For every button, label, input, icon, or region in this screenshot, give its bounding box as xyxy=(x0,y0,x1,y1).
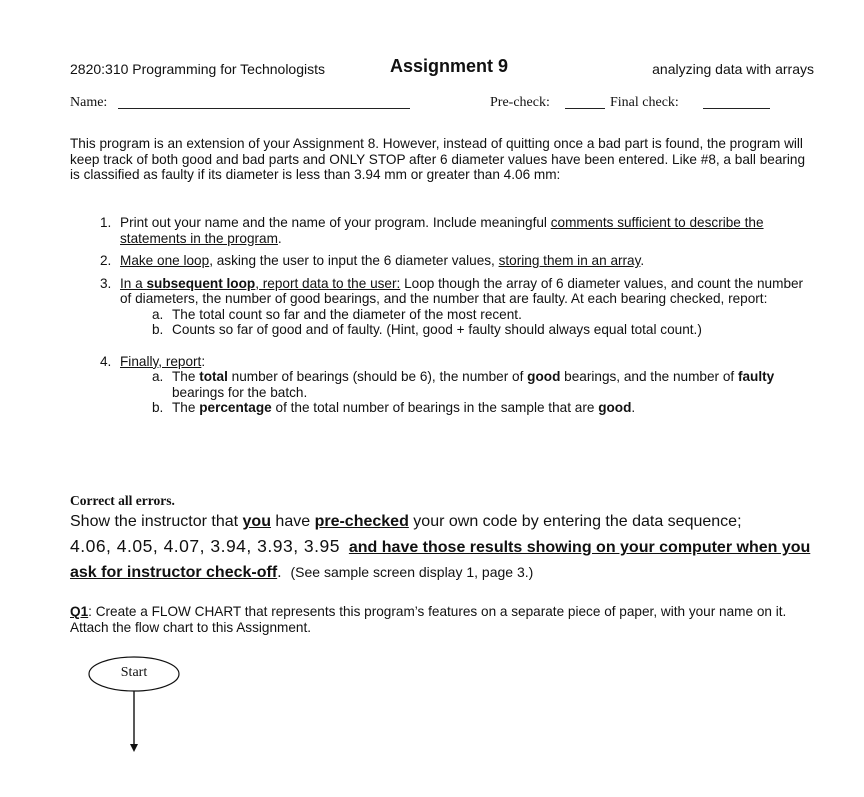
instructions-list xyxy=(70,215,810,416)
data-sequence: 4.06, 4.05, 4.07, 3.94, 3.93, 3.95 xyxy=(70,536,340,556)
sub-item xyxy=(70,369,810,400)
item-text: , asking the user to input the 6 diameter values, xyxy=(209,253,499,268)
sub-item-text: bearings, and the number of xyxy=(560,369,738,384)
list-item xyxy=(70,276,810,307)
item-number: 4. xyxy=(100,353,112,369)
bold-faulty: faulty xyxy=(737,369,775,384)
sub-item-text: The total count so far and the diameter of the most recent. xyxy=(172,306,522,322)
show-text: your own code by entering the data sequence; xyxy=(408,513,742,530)
item-bold-underlined-text: subsequent loop xyxy=(146,275,256,291)
item-number: 3. xyxy=(100,275,112,291)
item-text: Loop though the array of 6 diameter values, and count the number of diameters, the number of good bearings, and the number that are faulty. At each bearing checked, report: xyxy=(120,275,804,306)
sub-item-text: bearings for the batch. xyxy=(172,384,308,400)
question-1 xyxy=(70,604,810,635)
header xyxy=(70,56,814,80)
precheck-label: Pre-check: xyxy=(490,95,550,110)
sub-item-letter: a. xyxy=(152,306,164,322)
item-text: . xyxy=(277,230,282,246)
bold-percentage: percentage xyxy=(199,400,272,415)
item-text: . xyxy=(640,253,645,268)
show-text: have xyxy=(270,513,315,530)
bold-good: good xyxy=(527,369,561,384)
bold-total: total xyxy=(199,369,228,384)
name-label: Name: xyxy=(70,95,108,110)
sub-item-text: of the total number of bearings in the sample that are xyxy=(271,400,599,415)
intro-paragraph: This program is an extension of your Assignment 8. However, instead of quitting once a bad part is found, the program will keep track of both good and bad parts and ONLY STOP after 6 diameter values have been entered. Like #8, a ball bearing is classified as faulty if its diameter is less than 3.94 mm or greater than 4.06 mm: xyxy=(70,136,806,182)
item-text: Print out your name and the name of your program. Include meaningful xyxy=(120,215,551,230)
name-row xyxy=(70,95,814,115)
flow-arrow-head xyxy=(130,744,138,752)
bold-good: good xyxy=(598,400,632,415)
show-instructor-paragraph xyxy=(70,510,830,585)
correct-errors-heading: Correct all errors. xyxy=(70,493,175,508)
item-underlined-text: , report data to the user: xyxy=(255,275,401,291)
sub-item-text: . xyxy=(631,400,636,415)
flowchart-example xyxy=(88,654,188,764)
item-underlined-text: comments sufficient to describe the statements in the program xyxy=(120,215,764,246)
assignment-topic: analyzing data with arrays xyxy=(652,61,814,77)
emphasis-you: you xyxy=(242,513,271,530)
sub-item-text: The xyxy=(172,369,200,384)
list-item xyxy=(70,253,810,269)
sample-screen-note: (See sample screen display 1, page 3.) xyxy=(290,564,534,580)
item-underlined-text: In a xyxy=(120,275,147,291)
show-text: . xyxy=(277,564,282,581)
assignment-title: Assignment 9 xyxy=(390,56,509,76)
list-item xyxy=(70,354,810,370)
sub-item-text: number of bearings (should be 6), the number of xyxy=(227,369,528,384)
sub-item-letter: b. xyxy=(152,400,164,415)
item-underlined-text: Finally, report xyxy=(120,353,202,369)
name-blank-line xyxy=(118,108,410,109)
sub-item xyxy=(70,322,810,338)
item-underlined-text: storing them in an array xyxy=(498,253,641,268)
sub-item xyxy=(70,400,810,416)
item-number: 2. xyxy=(100,253,112,268)
final-check-label: Final check: xyxy=(610,95,679,110)
sub-item xyxy=(70,307,810,323)
item-text: : xyxy=(201,353,206,369)
sub-item-text: The xyxy=(172,400,200,415)
show-text: Show the instructor that xyxy=(70,513,243,530)
question-label: Q1 xyxy=(70,604,89,619)
list-item xyxy=(70,215,810,246)
item-number: 1. xyxy=(100,215,112,230)
sub-item-text: Counts so far of good and of faulty. (Hint, good + faulty should always equal total count.) xyxy=(172,322,702,337)
sub-item-letter: a. xyxy=(152,369,164,384)
final-check-blank-line xyxy=(703,108,770,109)
start-label: Start xyxy=(120,665,148,680)
precheck-blank-line xyxy=(565,108,605,109)
item-underlined-text: Make one loop xyxy=(120,253,210,268)
question-text: : Create a FLOW CHART that represents this program’s features on a separate piece of paper, with your name on it. Attach the flow chart to this Assignment. xyxy=(70,604,787,635)
sub-item-letter: b. xyxy=(152,322,164,337)
emphasis-prechecked: pre-checked xyxy=(314,513,409,530)
course-title: 2820:310 Programming for Technologists xyxy=(70,61,326,77)
results-instruction: and have those results showing on your computer when you ask for instructor check-off xyxy=(70,539,811,581)
